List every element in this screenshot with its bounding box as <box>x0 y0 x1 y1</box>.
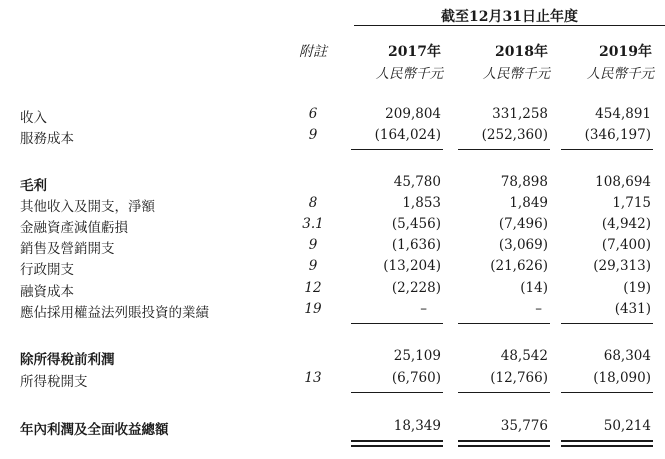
value-2019: (346,197) <box>584 127 651 143</box>
subtotal-rule-2019 <box>561 392 653 393</box>
row-finance-costs <box>0 280 665 300</box>
value-2019: (431) <box>614 301 651 317</box>
row-admin-expenses <box>0 258 665 278</box>
total-rule-2019-lower <box>561 445 653 447</box>
value-2019: 454,891 <box>595 106 651 122</box>
row-profit-before-tax <box>0 348 665 368</box>
subtotal-rule-2017 <box>351 149 443 150</box>
unit-2018: 人民幣千元 <box>482 66 550 82</box>
year-2019-heading: 2019年 <box>599 44 652 60</box>
value-2017: – <box>420 301 427 317</box>
subtotal-rule-2018 <box>458 392 550 393</box>
unit-2017: 人民幣千元 <box>375 66 443 82</box>
row-label: 年內利潤及全面收益總額 <box>20 422 169 438</box>
value-2017: (6,760) <box>391 370 441 386</box>
row-label: 銷售及營銷開支 <box>20 241 115 257</box>
value-2018: (3,069) <box>498 237 548 253</box>
value-2017: (13,204) <box>383 258 441 274</box>
value-2019: (18,090) <box>593 370 651 386</box>
row-label: 融資成本 <box>20 284 74 300</box>
value-2019: (29,313) <box>593 258 651 274</box>
note-column-heading: 附註 <box>299 44 327 60</box>
value-2017: 25,109 <box>393 348 441 364</box>
row-label: 毛利 <box>20 178 47 194</box>
value-2017: 209,804 <box>385 106 441 122</box>
value-2018: 331,258 <box>492 106 548 122</box>
value-2018: 35,776 <box>500 418 548 434</box>
row-note: 19 <box>304 301 322 317</box>
unit-2019: 人民幣千元 <box>586 66 654 82</box>
row-note: 8 <box>308 195 318 211</box>
row-label: 其他收入及開支，淨額 <box>20 199 155 215</box>
year-2018-heading: 2018年 <box>495 44 548 60</box>
row-note: 6 <box>308 106 318 122</box>
subtotal-rule-2018 <box>458 323 550 324</box>
total-rule-2017-upper <box>351 440 443 442</box>
subtotal-rule-2019 <box>561 323 653 324</box>
value-2017: (2,228) <box>391 280 441 296</box>
period-rule <box>354 25 665 26</box>
total-rule-2017-lower <box>351 445 443 447</box>
value-2017: (5,456) <box>391 216 441 232</box>
row-label: 所得稅開支 <box>20 374 88 390</box>
row-revenue <box>0 106 665 126</box>
value-2019: (7,400) <box>601 237 651 253</box>
value-2017: (1,636) <box>391 237 441 253</box>
value-2018: – <box>535 301 542 317</box>
period-heading: 截至12月31日止年度 <box>441 9 578 25</box>
row-label: 金融資產減值虧損 <box>20 220 128 236</box>
total-rule-2018-upper <box>458 440 550 442</box>
row-label: 收入 <box>20 110 47 126</box>
value-2018: 1,849 <box>509 195 548 211</box>
value-2019: 50,214 <box>603 418 651 434</box>
value-2017: 18,349 <box>393 418 441 434</box>
subtotal-rule-2019 <box>561 149 653 150</box>
row-impairment <box>0 216 665 236</box>
row-income-tax <box>0 370 665 390</box>
subtotal-rule-2017 <box>351 392 443 393</box>
value-2018: (7,496) <box>498 216 548 232</box>
row-gross-profit <box>0 174 665 194</box>
row-note: 3.1 <box>302 216 324 232</box>
year-2017-heading: 2017年 <box>388 44 441 60</box>
row-note: 9 <box>308 258 318 274</box>
subtotal-rule-2017 <box>351 323 443 324</box>
row-other-income <box>0 195 665 215</box>
value-2017: 45,780 <box>393 174 441 190</box>
total-rule-2019-upper <box>561 440 653 442</box>
row-label: 服務成本 <box>20 131 74 147</box>
value-2019: 108,694 <box>595 174 651 190</box>
row-note: 9 <box>308 127 318 143</box>
value-2018: 78,898 <box>500 174 548 190</box>
value-2018: 48,542 <box>500 348 548 364</box>
row-total-comprehensive-income <box>0 418 665 438</box>
value-2019: (4,942) <box>601 216 651 232</box>
value-2018: (21,626) <box>490 258 548 274</box>
subtotal-rule-2018 <box>458 149 550 150</box>
value-2019: 68,304 <box>603 348 651 364</box>
row-share-of-results <box>0 301 665 321</box>
value-2018: (14) <box>520 280 548 296</box>
row-label: 除所得稅前利潤 <box>20 352 115 368</box>
value-2019: (19) <box>623 280 651 296</box>
value-2018: (12,766) <box>490 370 548 386</box>
value-2018: (252,360) <box>481 127 548 143</box>
row-note: 13 <box>304 370 322 386</box>
row-note: 12 <box>304 280 322 296</box>
row-selling-expenses <box>0 237 665 257</box>
row-label: 行政開支 <box>20 262 74 278</box>
value-2017: 1,853 <box>402 195 441 211</box>
row-note: 9 <box>308 237 318 253</box>
row-cost-of-services <box>0 127 665 147</box>
value-2019: 1,715 <box>612 195 651 211</box>
total-rule-2018-lower <box>458 445 550 447</box>
value-2017: (164,024) <box>374 127 441 143</box>
row-label: 應佔採用權益法列賬投資的業績 <box>20 305 209 321</box>
